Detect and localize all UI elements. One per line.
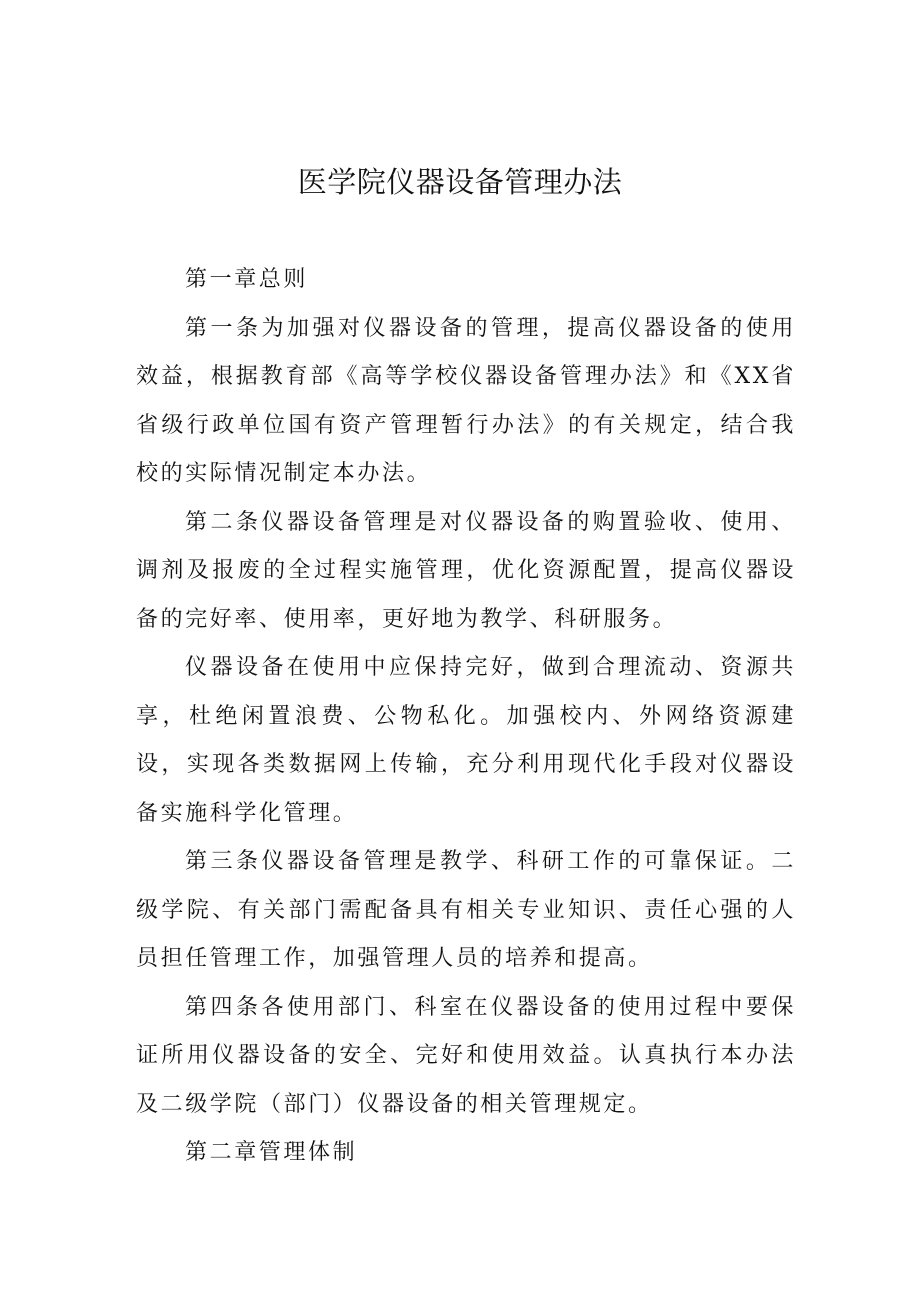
document-body <box>136 256 796 1178</box>
chapter-heading: 第二章管理体制 <box>185 1140 358 1165</box>
chapter-heading: 第一章总则 <box>185 267 309 292</box>
article-paragraph: 第二条仪器设备管理是对仪器设备的购置验收、使用、调剂及报废的全过程实施管理，优化资源配置，提高仪器设备的完好率、使用率，更好地为教学、科研服务。 <box>136 509 796 632</box>
article-paragraph: 第三条仪器设备管理是教学、科研工作的可靠保证。二级学院、有关部门需配备具有相关专业知识、责任心强的人员担任管理工作，加强管理人员的培养和提高。 <box>136 849 796 971</box>
article-paragraph: 仪器设备在使用中应保持完好，做到合理流动、资源共享，杜绝闲置浪费、公物私化。加强校内、外网络资源建设，实现各类数据网上传输，充分利用现代化手段对仪器设备实施科学化管理。 <box>136 655 796 826</box>
article-paragraph: 第四条各使用部门、科室在仪器设备的使用过程中要保证所用仪器设备的安全、完好和使用效益。认真执行本办法及二级学院（部门）仪器设备的相关管理规定。 <box>136 994 796 1117</box>
document-title: 医学院仪器设备管理办法 <box>297 165 623 199</box>
article-paragraph: 第一条为加强对仪器设备的管理，提高仪器设备的使用效益，根据教育部《高等学校仪器设备管理办法》和《XX省省级行政单位国有资产管理暂行办法》的有关规定，结合我校的实际情况制定本办法。 <box>136 315 796 486</box>
